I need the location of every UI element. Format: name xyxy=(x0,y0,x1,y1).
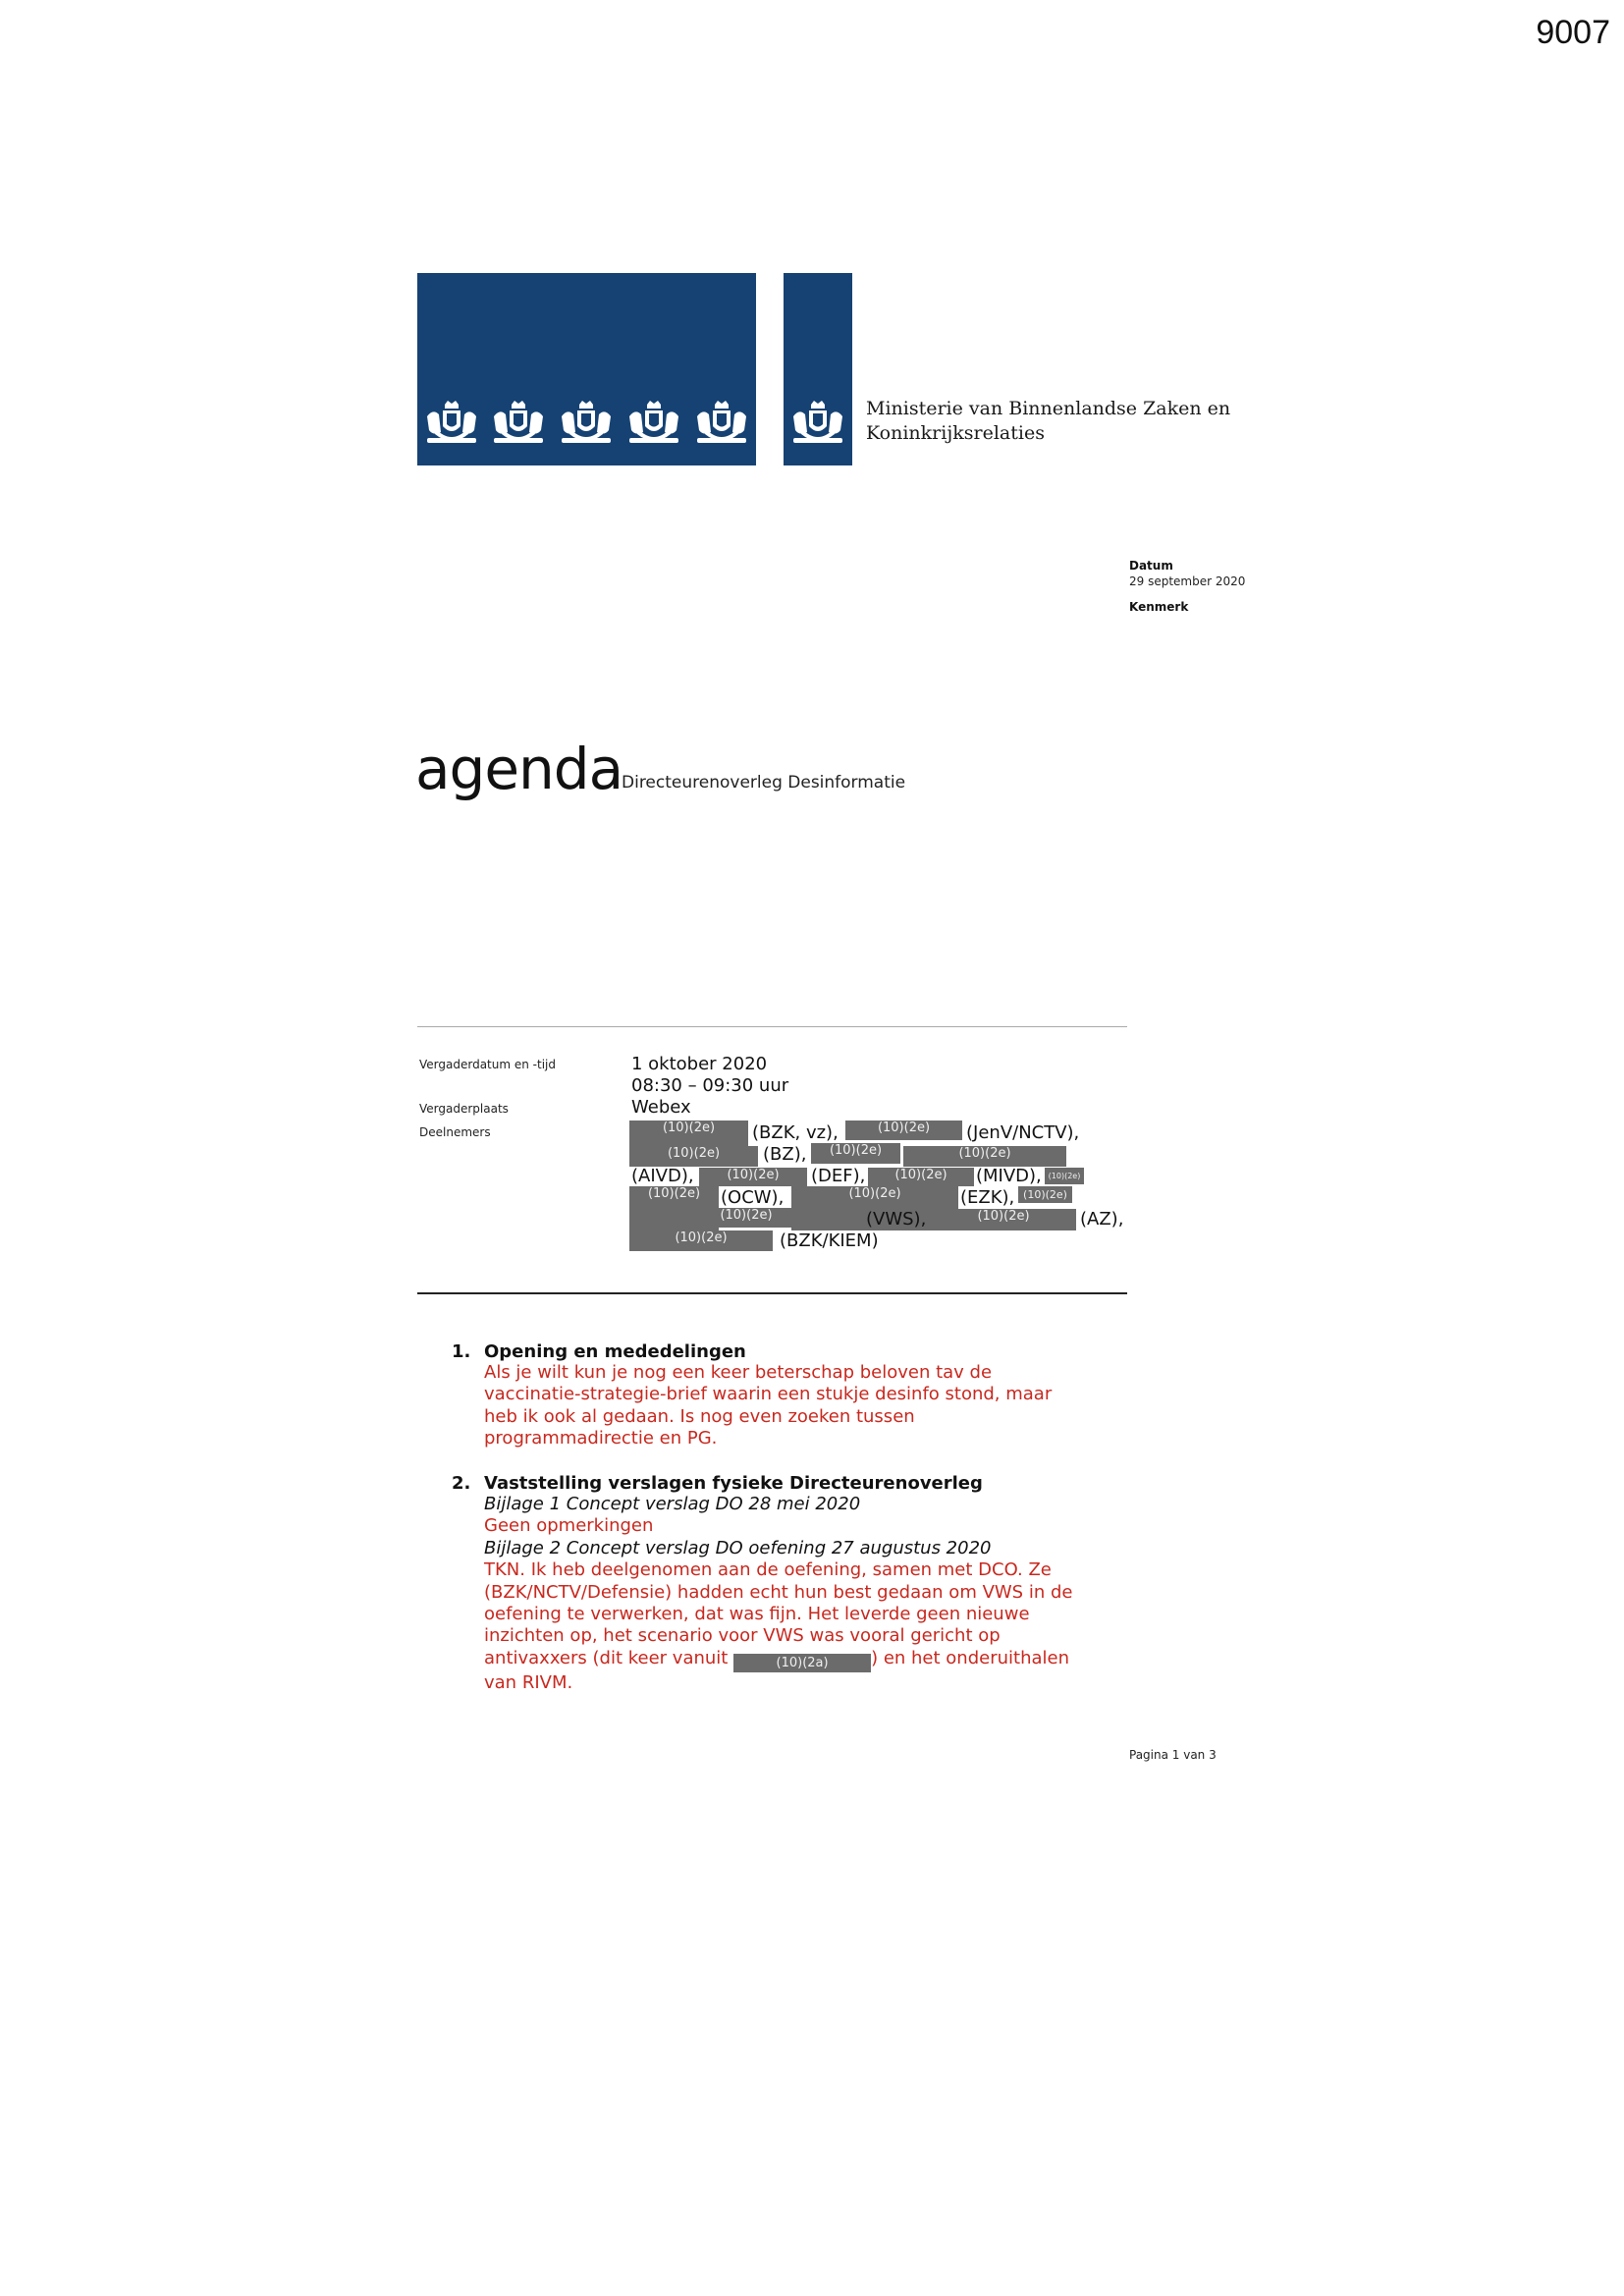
item-note: (BZK/NCTV/Defensie) hadden echt hun best gedaan om VWS in de xyxy=(484,1581,1073,1603)
meeting-date: 1 oktober 2020 xyxy=(631,1054,768,1074)
item-note: TKN. Ik heb deelgenomen aan de oefening, samen met DCO. Ze xyxy=(484,1559,1052,1581)
place-label: Vergaderplaats xyxy=(419,1102,509,1116)
item-note: van RIVM. xyxy=(484,1671,573,1693)
ministry-name-line2: Koninkrijksrelaties xyxy=(866,422,1045,444)
note-text: antivaxxers (dit keer vanuit xyxy=(484,1647,729,1668)
ministry-name-line1: Ministerie van Binnenlandse Zaken en xyxy=(866,398,1231,419)
item-title: Opening en mededelingen xyxy=(484,1341,746,1362)
redaction: (10)(2a) xyxy=(733,1654,871,1672)
redaction: (10)(2e) xyxy=(811,1143,900,1164)
org-label: (AIVD), xyxy=(631,1166,694,1186)
agenda-item-2 xyxy=(452,1473,470,1494)
pagination: Pagina 1 van 3 xyxy=(1129,1748,1217,1762)
agenda-item-1-body xyxy=(484,1341,1052,1450)
coat-of-arms-icon xyxy=(488,399,549,450)
redaction: (10)(2e) xyxy=(699,1168,807,1186)
item-note: inzichten op, het scenario voor VWS was vooral gericht op xyxy=(484,1625,1001,1647)
ministry-name xyxy=(866,397,1230,446)
org-label: (AZ), xyxy=(1080,1209,1124,1230)
org-label: (BZK, vz), xyxy=(752,1122,839,1143)
redaction: (10)(2e) xyxy=(629,1230,773,1251)
agenda-item-1 xyxy=(452,1341,470,1362)
note-text: ) en het onderuithalen xyxy=(871,1647,1069,1668)
item-note: programmadirectie en PG. xyxy=(484,1428,718,1449)
org-label: (BZK/KIEM) xyxy=(780,1230,879,1251)
agenda-item-2-body xyxy=(484,1473,1072,1694)
redaction: (10)(2e) xyxy=(691,1208,801,1228)
redaction: (10)(2e) xyxy=(903,1146,1066,1167)
attachment-2: Bijlage 2 Concept verslag DO oefening 27 augustus 2020 xyxy=(484,1537,992,1558)
item-note: oefening te verwerken, dat was fijn. Het leverde geen nieuwe xyxy=(484,1604,1030,1625)
item-note: vaccinatie-strategie-brief waarin een stukje desinfo stond, maar xyxy=(484,1384,1053,1405)
participants-label: Deelnemers xyxy=(419,1125,491,1139)
item-title: Vaststelling verslagen fysieke Directeurenoverleg xyxy=(484,1473,983,1494)
government-logo xyxy=(417,273,756,465)
redaction: (10)(2e) xyxy=(1045,1168,1084,1184)
org-label: (VWS), xyxy=(866,1209,927,1230)
org-label: (DEF), xyxy=(811,1166,866,1186)
date-value: 29 september 2020 xyxy=(1129,574,1246,588)
divider-top xyxy=(417,1026,1127,1027)
item-note-with-redaction xyxy=(484,1648,1072,1672)
date-label: Datum xyxy=(1129,559,1173,573)
coat-of-arms-icon xyxy=(691,399,752,450)
org-label: (OCW), xyxy=(721,1187,785,1208)
redaction: (10)(2e) xyxy=(629,1146,758,1167)
redaction: (10)(2e) xyxy=(1018,1186,1072,1203)
redaction: (10)(2e) xyxy=(629,1186,719,1230)
item-number: 2. xyxy=(452,1473,471,1494)
divider-bottom xyxy=(417,1292,1127,1294)
coat-of-arms-icon xyxy=(623,399,684,450)
org-label: (BZ), xyxy=(763,1144,807,1165)
item-note: Geen opmerkingen xyxy=(484,1515,654,1537)
redaction: (10)(2e) xyxy=(791,1186,958,1230)
coat-of-arms-icon xyxy=(421,399,482,450)
item-number: 1. xyxy=(452,1341,471,1362)
item-note: Als je wilt kun je nog een keer beterschap beloven tav de xyxy=(484,1362,993,1383)
redaction: (10)(2e) xyxy=(931,1209,1076,1230)
ministry-logo-bar xyxy=(784,273,852,465)
redaction: (10)(2e) xyxy=(629,1121,748,1150)
org-label: (MIVD), xyxy=(976,1166,1042,1186)
document-subtitle: Directeurenoverleg Desinformatie xyxy=(622,773,906,793)
coat-of-arms-icon xyxy=(556,399,617,450)
meeting-place: Webex xyxy=(631,1097,691,1118)
page-number: 9007 xyxy=(1536,14,1610,51)
document-type: agenda xyxy=(415,736,623,802)
attachment-1: Bijlage 1 Concept verslag DO 28 mei 2020 xyxy=(484,1494,861,1514)
item-note: heb ik ook al gedaan. Is nog even zoeken tussen xyxy=(484,1405,915,1427)
meeting-time: 08:30 – 09:30 uur xyxy=(631,1075,789,1096)
org-label: (JenV/NCTV), xyxy=(966,1122,1080,1143)
redaction: (10)(2e) xyxy=(868,1168,974,1186)
org-label: (EZK), xyxy=(960,1187,1015,1208)
datetime-label: Vergaderdatum en -tijd xyxy=(419,1058,556,1071)
reference-label: Kenmerk xyxy=(1129,600,1189,614)
coat-of-arms-icon xyxy=(787,399,848,450)
redaction: (10)(2e) xyxy=(845,1121,962,1140)
